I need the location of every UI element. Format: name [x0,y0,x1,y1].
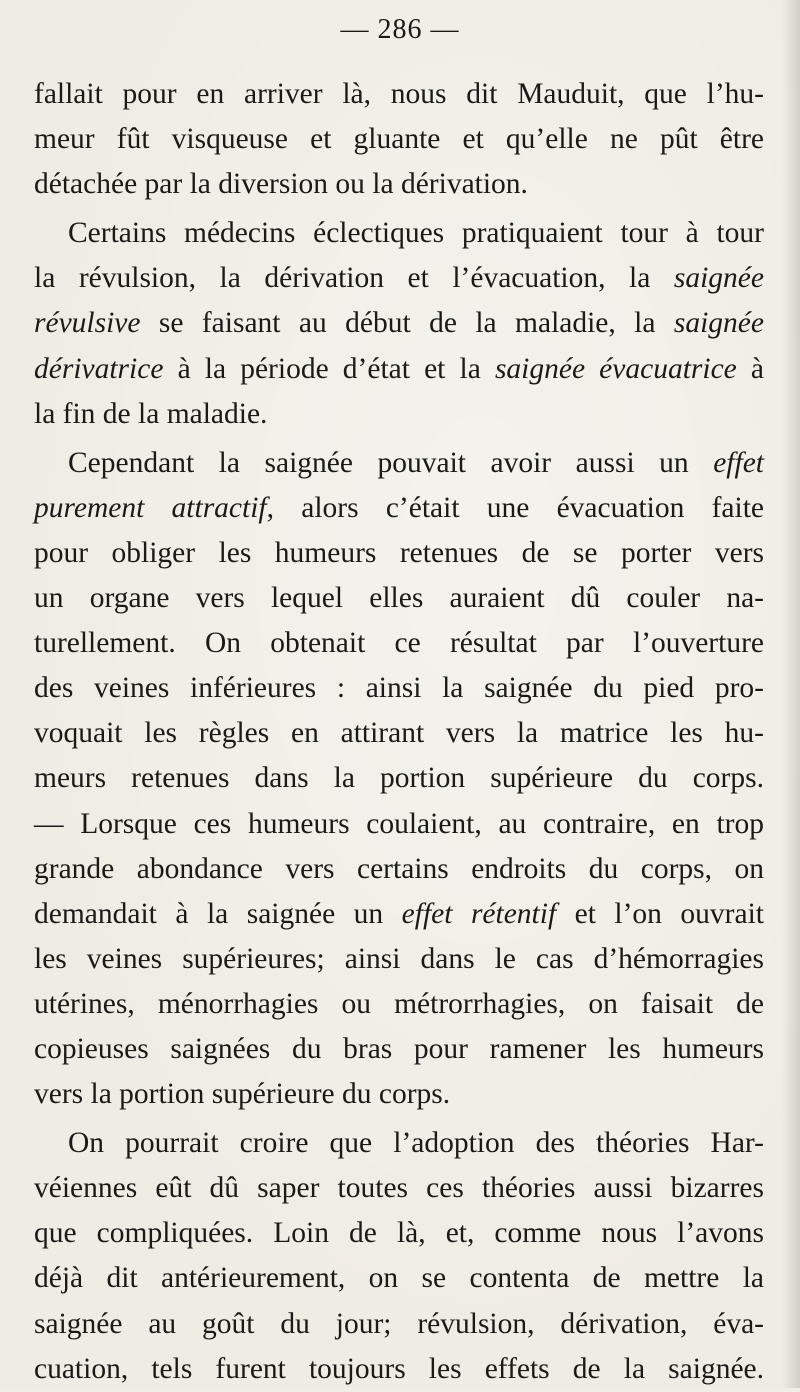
text-line: révulsive se faisant au début de la maladie, la saignée [34,307,764,340]
text-line: que compliquées. Loin de là, et, comme nous l’avons [34,1217,764,1250]
text-line: dérivatrice à la période d’état et la saignée évacuatrice à [34,352,765,385]
text-line: pour obliger les humeurs retenues de se porter vers [34,536,764,569]
text-line: Certains médecins éclectiques pratiquaient tour à tour [68,217,764,250]
text-line: cuation, tels furent toujours les effets de la saignée. [34,1352,764,1385]
italic-term: révulsive [34,307,141,340]
text-line: la révulsion, la dérivation et l’évacuation, la saignée [34,262,764,295]
text-line: véiennes eût dû saper toutes ces théories aussi bizarres [34,1172,764,1205]
paragraph-3 [34,441,764,1117]
text-line: un organe vers lequel elles auraient dû couler na- [34,582,764,615]
text-line: Cependant la saignée pouvait avoir aussi un effet [68,446,764,479]
paragraph-4 [34,1121,764,1392]
text-line: demandait à la saignée un effet rétentif et l’on ouvrait [34,897,764,930]
italic-term: purement attractif [34,491,267,524]
text-line: des veines inférieures : ainsi la saignée du pied pro- [34,672,764,705]
text-line: — Lorsque ces humeurs coulaient, au contraire, en trop [34,807,764,840]
text-line: turellement. On obtenait ce résultat par l’ouverture [34,627,764,660]
text-line: les veines supérieures; ainsi dans le cas d’hémorragies [34,942,764,975]
italic-term: saignée [673,307,764,340]
text-line: grande abondance vers certains endroits du corps, on [34,852,764,885]
text-line: voquait les règles en attirant vers la matrice les hu- [34,717,764,750]
text-line: meur fût visqueuse et gluante et qu’elle ne pût être [34,123,764,156]
italic-term: effet rétentif [401,897,557,930]
body-text [34,72,764,1392]
text-line: meurs retenues dans la portion supérieure du corps. [34,762,764,795]
text-line: vers la portion supérieure du corps. [34,1078,451,1111]
text-line: saignée au goût du jour; révulsion, dérivation, éva- [34,1307,764,1340]
page-number: — 286 — [340,14,460,45]
italic-term: saignée [673,262,764,295]
text-line: fallait pour en arriver là, nous dit Mauduit, que l’hu- [34,78,764,110]
text-line: purement attractif, alors c’était une évacuation faite [34,491,764,524]
text-line: la fin de la maladie. [34,397,268,430]
italic-term: dérivatrice [34,352,164,385]
italic-term: effet [713,446,764,479]
italic-term: saignée évacuatrice [494,352,737,385]
page-edge-shadow [782,0,800,1388]
paragraph-2 [34,211,764,436]
text-line: utérines, ménorrhagies ou métrorrhagies, on faisait de [34,987,764,1020]
text-line: On pourrait croire que l’adoption des théories Har- [68,1127,764,1160]
text-line: déjà dit antérieurement, on se contenta de mettre la [34,1262,764,1295]
text-line: copieuses saignées du bras pour ramener les humeurs [34,1032,764,1065]
paragraph-1 [34,72,764,207]
text-line: détachée par la diversion ou la dérivation. [34,168,528,201]
